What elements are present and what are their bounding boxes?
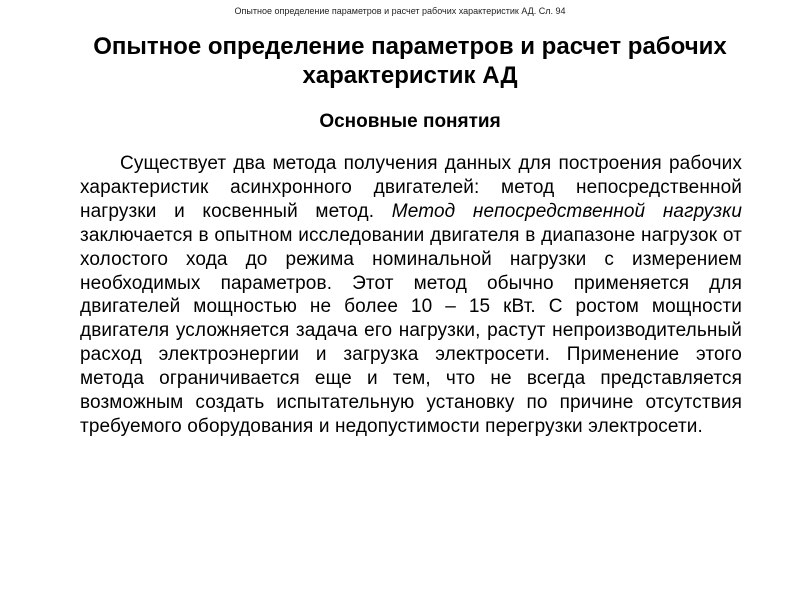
paragraph-text-part2: заключается в опытном исследовании двигателя в диапазоне нагрузок от холостого хода до режима номинальной нагрузки с измерением необходимых параметров. Этот метод обычно применяется для двигателей мощностью не более 10 – 15 кВт. С ростом мощности двигателя усложняется задача его нагрузки, растут непроизводительный расход электроэнергии и загрузка электросети. Применение этого метода ограничивается еще и тем, что не всегда представляется возможным создать испытательную установку по причине отсутствия требуемого оборудования и недопустимости перегрузки электросети. [80,224,742,437]
paragraph-emphasis: Метод непосредственной нагрузки [391,200,743,222]
slide-title: Опытное определение параметров и расчет рабочих характеристик АД [93,33,727,89]
running-header: Опытное определение параметров и расчет рабочих характеристик АД. Сл. 94 [234,6,566,16]
paragraph-text-part1: Существует два метода получения данных для построения рабочих характеристик асинхронного двигателей: метод непосредственной нагрузки и косвенный метод. [80,153,742,222]
body-paragraph [80,152,742,439]
slide-subtitle: Основные понятия [319,111,501,132]
